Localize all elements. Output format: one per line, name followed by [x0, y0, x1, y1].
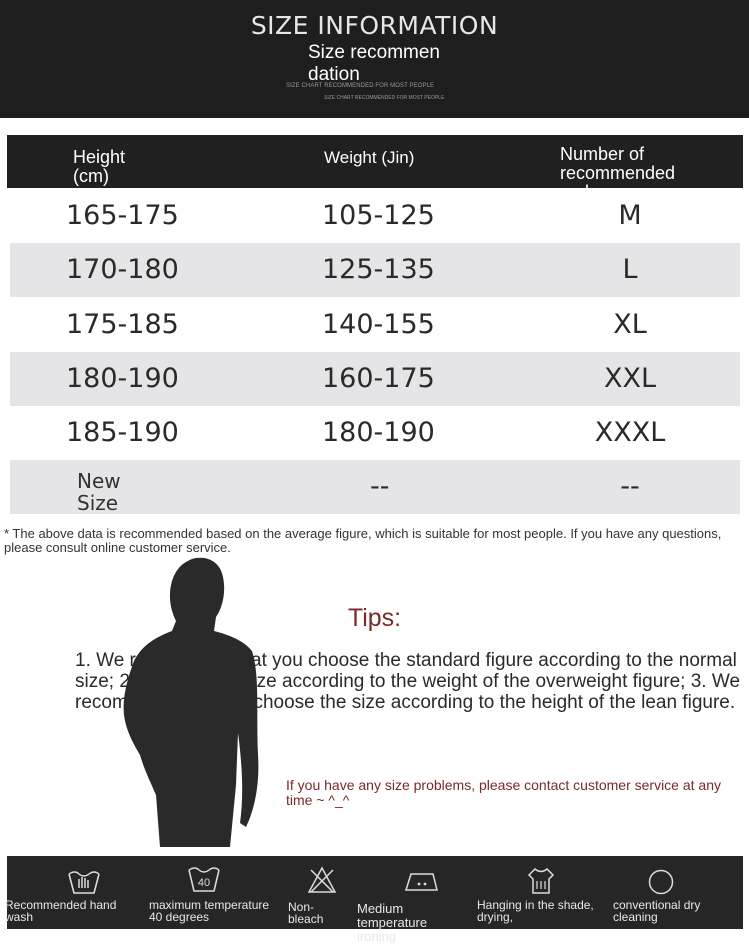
iron-medium-icon: [403, 868, 441, 894]
weight-cell: 125-135: [322, 254, 435, 285]
header-caption: SIZE CHART RECOMMENDED FOR MOST PEOPLE: [286, 83, 435, 89]
care-label-wash-temperature: maximum temperature 40 degrees: [149, 898, 270, 924]
hang-dry-icon: [525, 865, 557, 895]
table-row: [10, 189, 740, 243]
column-header-code: Number of recommended codes: [560, 144, 676, 202]
column-header-height: Height (cm): [73, 147, 126, 186]
page-subtitle: Size recommendation: [308, 42, 440, 85]
care-label-ironing: Medium temperature ironing: [357, 901, 428, 944]
hand-wash-icon: [67, 866, 101, 896]
table-row: [10, 406, 740, 460]
care-label-no-bleach: Non-bleach: [288, 900, 324, 926]
page-title: SIZE INFORMATION: [250, 11, 499, 40]
wash-temperature-badge: 40: [197, 877, 211, 889]
care-instructions-bar: [5, 856, 743, 944]
contact-note: If you have any size problems, please contact customer service at any time ~ ^_^: [286, 777, 721, 808]
care-label-hand-wash: Recommended hand wash: [5, 898, 117, 924]
code-cell: L: [622, 254, 638, 285]
care-label-hang-dry: Hanging in the shade, drying,: [477, 898, 594, 924]
code-cell: --: [620, 471, 640, 502]
height-cell: 185-190: [66, 417, 179, 448]
weight-cell: 140-155: [322, 309, 435, 340]
page-header: [0, 0, 749, 118]
care-label-dry-clean: conventional dry cleaning: [613, 898, 701, 924]
header-caption-secondary: SIZE CHART RECOMMENDED FOR MOST PEOPLE: [324, 95, 445, 101]
table-row: [10, 352, 740, 406]
weight-cell: --: [370, 471, 390, 502]
table-row: [10, 298, 740, 352]
no-bleach-icon: [307, 866, 337, 894]
wash-40-icon: [187, 864, 221, 894]
dry-clean-icon: [647, 868, 675, 896]
tips-title: Tips:: [347, 604, 402, 632]
height-cell: 180-190: [66, 363, 179, 394]
table-row-new-size: [10, 460, 740, 514]
code-cell: XXXL: [594, 417, 666, 448]
code-cell: XL: [613, 309, 647, 340]
tips-body: 1. We recommend that you choose the standard figure according to the normal size; 2. Choose the size according to the weight of the overweight figure; 3. We recommend that you choose the size according to the height of the lean figure.: [75, 650, 741, 713]
table-row: [10, 243, 740, 297]
height-cell: 170-180: [66, 254, 179, 285]
height-cell: 175-185: [66, 309, 179, 340]
size-table-header: [7, 135, 743, 202]
weight-cell: 105-125: [322, 200, 435, 231]
code-cell: M: [618, 200, 642, 231]
size-note: * The above data is recommended based on the average figure, which is suitable for most people. If you have any questions, please consult online customer service.: [4, 526, 722, 555]
height-cell: 165-175: [66, 200, 179, 231]
weight-cell: 180-190: [322, 417, 435, 448]
new-size-label: New Size: [77, 469, 121, 515]
weight-cell: 160-175: [322, 363, 435, 394]
column-header-weight: Weight (Jin): [324, 148, 415, 167]
code-cell: XXL: [603, 363, 657, 394]
